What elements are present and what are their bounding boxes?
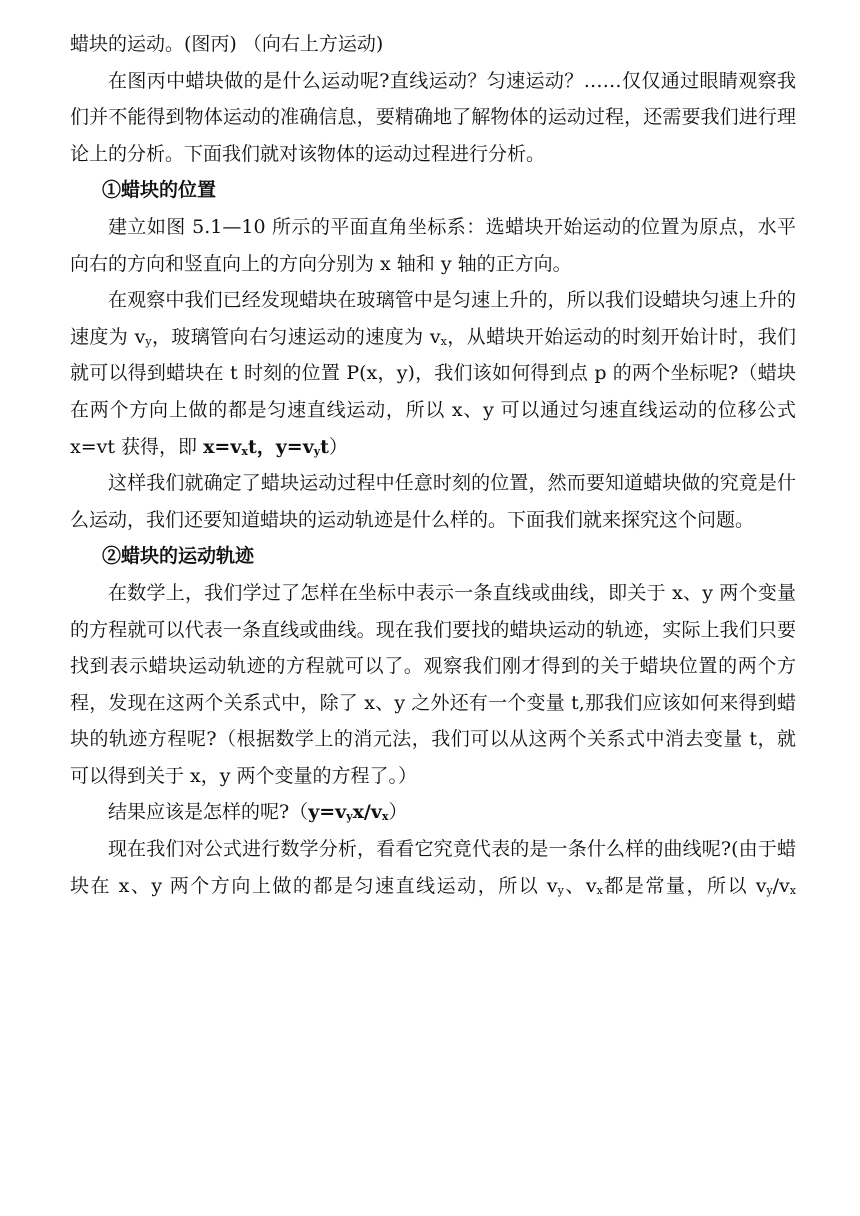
formula-part: t，y=v (247, 435, 314, 458)
text-run: ） (328, 435, 348, 458)
text-run: 现在我们对公式进行数学分析，看看它究竟代表的是一条什么样的曲线呢?(由于蜡块在 x、y 两个方向上做的都是匀速直线运动，所以 v (70, 838, 796, 897)
text-run: 在观察中我们已经发现蜡块在玻璃管中是匀速上升的，所以我们设蜡块匀速上升的速度为 v (70, 289, 796, 348)
subscript: y (145, 334, 152, 348)
text-run: ，玻璃管向右匀速运动的速度为 v (151, 325, 441, 348)
formula-part: x=v (203, 435, 242, 458)
formula-position (203, 436, 329, 458)
section-heading-trajectory: ②蜡块的运动轨迹 (102, 545, 255, 568)
subscript: y (313, 444, 321, 458)
formula-trajectory (308, 801, 388, 823)
text-run: 都是常量，所以 v (602, 874, 767, 897)
formula-part: t (320, 435, 329, 458)
document-page (70, 26, 796, 904)
subscript: x (440, 334, 447, 348)
subscript: y (766, 883, 773, 897)
formula-part: x/v (352, 801, 382, 824)
subscript: y (557, 883, 564, 897)
text-run: 结果应该是怎样的呢?（ (108, 801, 309, 824)
formula-part: y=v (308, 801, 347, 824)
paragraph-question: 在图丙中蜡块做的是什么运动呢?直线运动？匀速运动？……仅仅通过眼睛观察我们并不能得到物体运动的准确信息，要精确地了解物体的运动过程，还需要我们进行理论上的分析。下面我们就对该物体的运动过程进行分析。 (70, 69, 796, 165)
text-run: ，从蜡块开始运动的时刻开始计时，我们就可以得到蜡块在 t 时刻的位置 P(x，y)，我们该如何得到点 p 的两个坐标呢?（蜡块在两个方向上做的都是匀速直线运动，所以 x、y 可以通过匀速直线运动的位移公式 x=vt 获得，即 (70, 325, 796, 458)
subscript: x (596, 883, 603, 897)
paragraph-trajectory-intro: 这样我们就确定了蜡块运动过程中任意时刻的位置，然而要知道蜡块做的究竟是什么运动，我们还要知道蜡块的运动轨迹是什么样的。下面我们就来探究这个问题。 (70, 472, 796, 531)
subscript: y (346, 810, 353, 824)
text-run: /v (772, 874, 790, 897)
paragraph-result (70, 794, 796, 831)
paragraph-position-derivation (70, 282, 796, 465)
paragraph-coordinate-system: 建立如图 5.1—10 所示的平面直角坐标系：选蜡块开始运动的位置为原点，水平向右的方向和竖直向上的方向分别为 x 轴和 y 轴的正方向。 (70, 215, 796, 275)
subscript: x (789, 883, 797, 897)
subscript: x (241, 444, 248, 458)
paragraph-intro-line: 蜡块的运动。(图丙) （向右上方运动) (70, 33, 384, 55)
subscript: x (381, 810, 389, 824)
text-run: 、v (563, 874, 597, 897)
text-run: ） (388, 801, 408, 824)
paragraph-analysis (70, 831, 796, 904)
paragraph-elimination: 在数学上，我们学过了怎样在坐标中表示一条直线或曲线，即关于 x、y 两个变量的方程就可以代表一条直线或曲线。现在我们要找的蜡块运动的轨迹，实际上我们只要找到表示蜡块运动轨迹的方程就可以了。观察我们刚才得到的关于蜡块位置的两个方程，发现在这两个关系式中，除了 x、y 之外还有一个变量 t,那我们应该如何来得到蜡块的轨迹方程呢?（根据数学上的消元法，我们可以从这两个关系式中消去变量 t，就可以得到关于 x，y 两个变量的方程了。） (70, 581, 796, 787)
section-heading-position: ①蜡块的位置 (102, 179, 217, 202)
